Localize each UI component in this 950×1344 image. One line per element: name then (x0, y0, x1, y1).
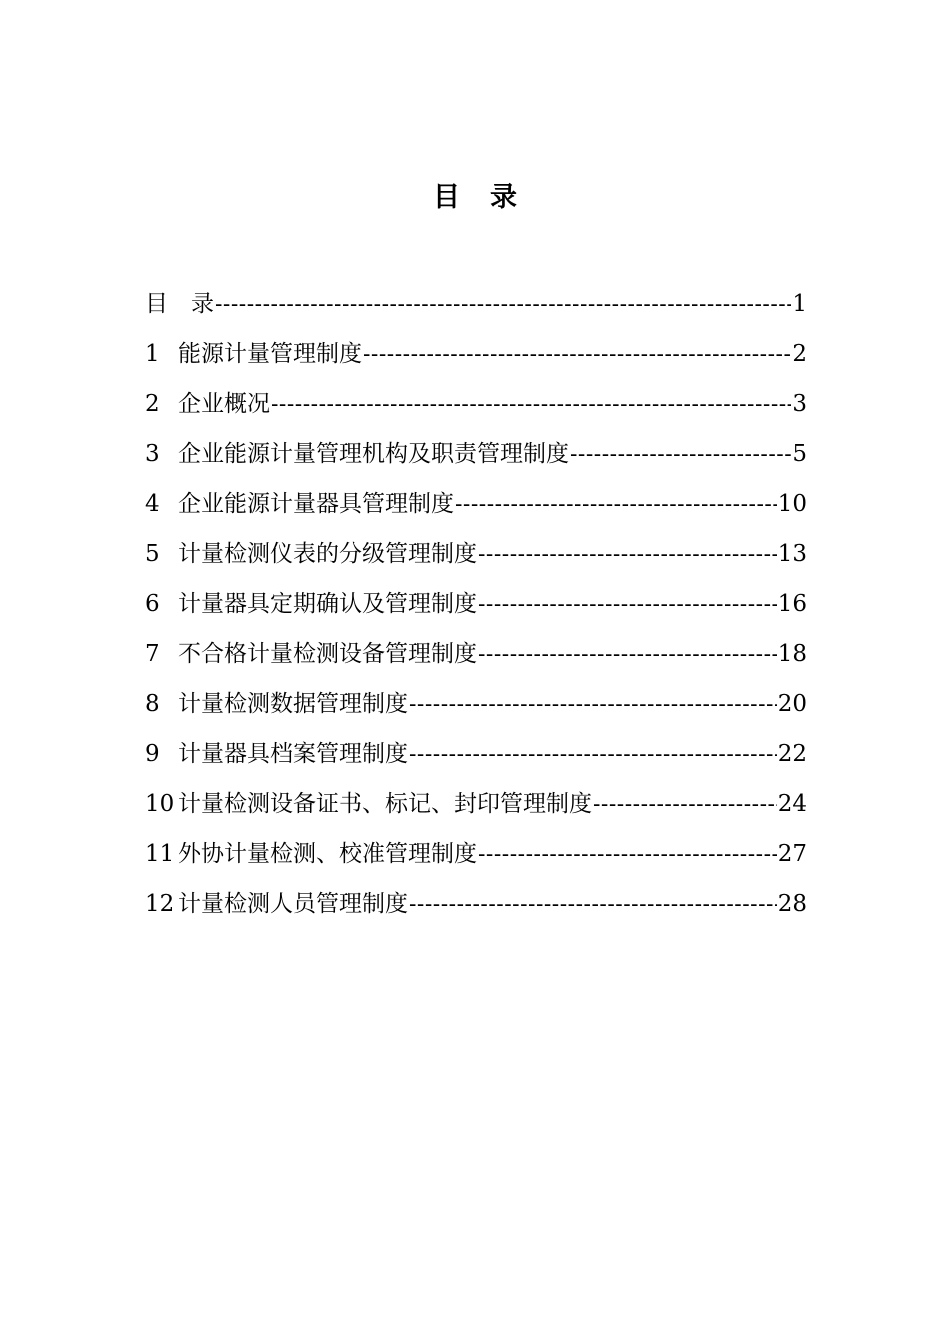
toc-entry-page: 3 (792, 391, 807, 417)
toc-entry[interactable] (145, 680, 807, 730)
toc-leader (409, 881, 777, 929)
toc-entry[interactable] (145, 480, 807, 530)
toc-entry[interactable] (145, 280, 807, 330)
toc-leader (593, 781, 777, 829)
toc-heading-char-2: 录 (490, 182, 517, 213)
toc-leader (478, 531, 777, 579)
toc-entry-number: 8 (145, 691, 160, 717)
toc-entry-number: 7 (145, 641, 160, 667)
toc-entry-page: 16 (777, 591, 807, 617)
toc-entry[interactable] (145, 880, 807, 930)
toc-leader (215, 281, 791, 329)
toc-entry-number: 3 (145, 441, 160, 467)
toc-entry-text: 不合格计量检测设备管理制度 (178, 641, 477, 667)
toc-entry-text: 企业能源计量管理机构及职责管理制度 (178, 441, 569, 467)
toc-entry-page: 18 (777, 641, 807, 667)
toc-leader (570, 431, 791, 479)
toc-entry-text: 计量器具定期确认及管理制度 (178, 591, 477, 617)
toc-entry-number: 2 (145, 391, 160, 417)
toc-entry-page: 1 (792, 291, 807, 317)
toc-list (145, 280, 807, 930)
toc-entry[interactable] (145, 630, 807, 680)
toc-entry-number: 12 (145, 891, 175, 917)
toc-leader (363, 331, 791, 379)
toc-entry-page: 5 (792, 441, 807, 467)
toc-leader (271, 381, 791, 429)
toc-entry-number: 10 (145, 791, 175, 817)
toc-entry[interactable] (145, 380, 807, 430)
toc-entry-page: 22 (777, 741, 807, 767)
toc-entry-number: 9 (145, 741, 160, 767)
toc-entry-number: 11 (145, 841, 175, 867)
toc-leader (478, 631, 777, 679)
toc-entry-page: 13 (777, 541, 807, 567)
toc-entry-page: 27 (777, 841, 807, 867)
toc-entry[interactable] (145, 530, 807, 580)
toc-entry-page: 20 (777, 691, 807, 717)
toc-leader (478, 831, 777, 879)
toc-entry-text: 能源计量管理制度 (178, 341, 362, 367)
toc-heading-char-1: 目 (433, 182, 460, 213)
toc-leader (409, 731, 777, 779)
toc-entry-text: 计量检测设备证书、标记、封印管理制度 (178, 791, 592, 817)
toc-entry[interactable] (145, 580, 807, 630)
toc-entry-text: 企业能源计量器具管理制度 (178, 491, 454, 517)
toc-entry-number: 4 (145, 491, 160, 517)
toc-entry-number: 6 (145, 591, 160, 617)
toc-entry-text: 目 录 (145, 291, 214, 317)
toc-entry[interactable] (145, 330, 807, 380)
toc-leader (478, 581, 777, 629)
toc-entry-text: 计量检测仪表的分级管理制度 (178, 541, 477, 567)
toc-entry[interactable] (145, 730, 807, 780)
toc-entry-text: 计量检测人员管理制度 (178, 891, 408, 917)
toc-entry-page: 2 (792, 341, 807, 367)
toc-entry-number: 1 (145, 341, 160, 367)
toc-entry-page: 24 (777, 791, 807, 817)
toc-entry-text: 外协计量检测、校准管理制度 (178, 841, 477, 867)
toc-entry[interactable] (145, 430, 807, 480)
toc-leader (455, 481, 777, 529)
toc-entry-text: 企业概况 (178, 391, 270, 417)
toc-entry-text: 计量器具档案管理制度 (178, 741, 408, 767)
toc-leader (409, 681, 777, 729)
toc-heading (0, 178, 950, 218)
toc-entry-page: 10 (777, 491, 807, 517)
toc-entry[interactable] (145, 780, 807, 830)
toc-entry[interactable] (145, 830, 807, 880)
toc-entry-text: 计量检测数据管理制度 (178, 691, 408, 717)
toc-entry-number: 5 (145, 541, 160, 567)
toc-entry-page: 28 (777, 891, 807, 917)
